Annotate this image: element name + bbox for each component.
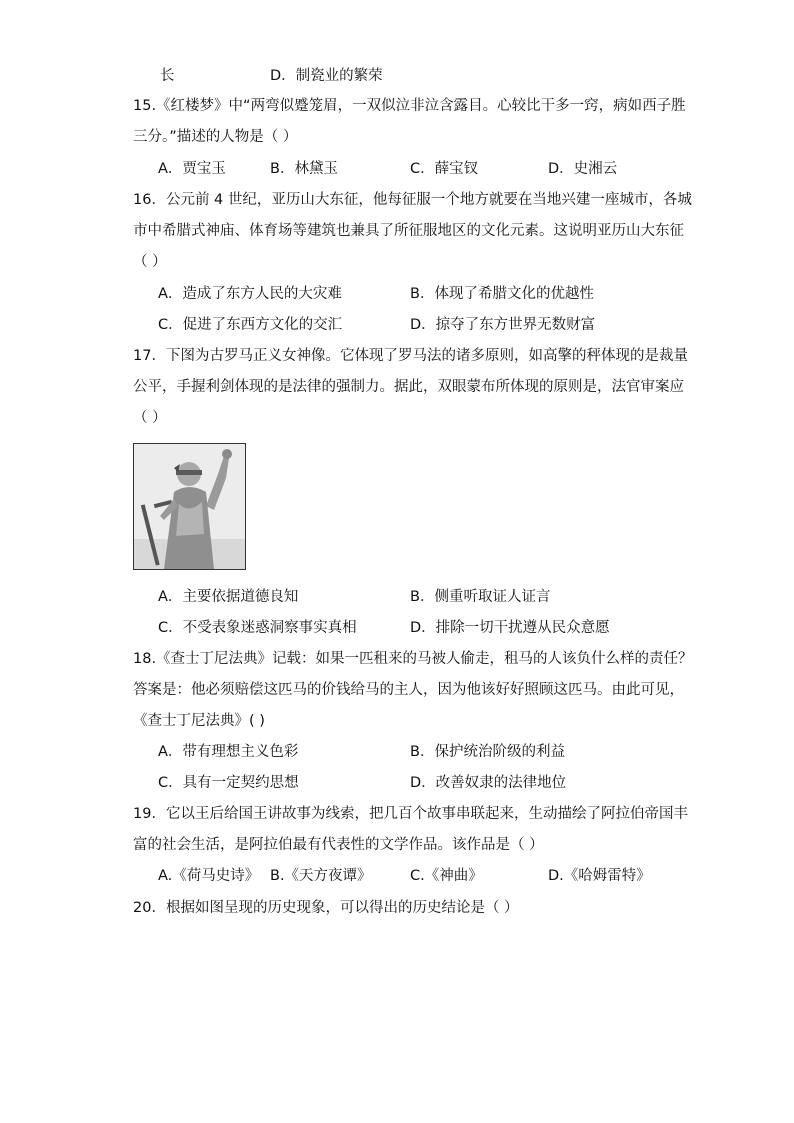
q19-option-b[interactable]: B.《天方夜谭》 <box>270 868 372 884</box>
prev-option-c-tail: 长 <box>160 68 175 84</box>
q18-option-d[interactable]: D．改善奴隶的法律地位 <box>410 775 567 791</box>
q15-stem-line1: 15.《红楼梦》中“两弯似蹙笼眉，一双似泣非泣含露目。心较比干多一窍，病如西子胜 <box>133 98 686 114</box>
q20-stem-line1: 20．根据如图呈现的历史现象，可以得出的历史结论是（ ） <box>133 900 519 916</box>
q17-option-c[interactable]: C．不受表象迷惑洞察事实真相 <box>158 620 357 636</box>
q17-option-d[interactable]: D．排除一切干扰遵从民众意愿 <box>410 620 610 636</box>
q17-stem-line3: （ ） <box>133 410 167 426</box>
q15-option-c[interactable]: C．薛宝钗 <box>410 161 479 177</box>
q16-stem-line1: 16．公元前 4 世纪，亚历山大东征，他每征服一个地方就要在当地兴建一座城市，各城 <box>133 192 692 208</box>
q19-stem-line1: 19．它以王后给国王讲故事为线索，把几百个故事串联起来，生动描绘了阿拉伯帝国丰 <box>133 806 688 822</box>
q17-option-b[interactable]: B．侧重听取证人证言 <box>410 589 551 605</box>
q18-stem-line3: 《查士丁尼法典》( ) <box>133 713 265 729</box>
justice-statue-image <box>133 443 246 570</box>
q15-option-b[interactable]: B．林黛玉 <box>270 161 338 177</box>
q19-option-d[interactable]: D.《哈姆雷特》 <box>548 868 651 884</box>
q16-option-d[interactable]: D．掠夺了东方世界无数财富 <box>410 317 596 333</box>
q16-option-a[interactable]: A．造成了东方人民的大灾难 <box>158 286 342 302</box>
q18-option-c[interactable]: C．具有一定契约思想 <box>158 775 299 791</box>
q16-stem-line3: （ ） <box>133 254 167 270</box>
q16-option-b[interactable]: B．体现了希腊文化的优越性 <box>410 286 594 302</box>
q19-option-a[interactable]: A.《荷马史诗》 <box>158 868 260 884</box>
q18-option-b[interactable]: B．保护统治阶级的利益 <box>410 744 565 760</box>
q19-option-c[interactable]: C.《神曲》 <box>410 868 483 884</box>
prev-option-d: D．制瓷业的繁荣 <box>270 68 383 84</box>
q15-option-d[interactable]: D．史湘云 <box>548 161 618 177</box>
q18-stem-line2: 答案是：他必须赔偿这匹马的价钱给马的主人，因为他该好好照顾这匹马。由此可见， <box>133 682 684 698</box>
q17-option-a[interactable]: A．主要依据道德良知 <box>158 589 299 605</box>
q16-stem-line2: 市中希腊式神庙、体育场等建筑也兼具了所征服地区的文化元素。这说明亚历山大东征 <box>133 223 684 239</box>
q16-option-c[interactable]: C．促进了东西方文化的交汇 <box>158 317 343 333</box>
q18-option-a[interactable]: A．带有理想主义色彩 <box>158 744 299 760</box>
justice-statue-illustration <box>134 444 245 569</box>
q17-stem-line2: 公平，手握利剑体现的是法律的强制力。据此，双眼蒙布所体现的原则是，法官审案应 <box>133 379 684 395</box>
q15-stem-line2: 三分。”描述的人物是（ ） <box>133 129 298 145</box>
q18-stem-line1: 18.《查士丁尼法典》记载：如果一匹租来的马被人偷走，租马的人该负什么样的责任？ <box>133 651 693 667</box>
q19-stem-line2: 富的社会生活，是阿拉伯最有代表性的文学作品。该作品是（ ） <box>133 837 544 853</box>
q15-option-a[interactable]: A．贾宝玉 <box>158 161 226 177</box>
q17-stem-line1: 17．下图为古罗马正义女神像。它体现了罗马法的诸多原则，如高擎的秤体现的是裁量 <box>133 348 688 364</box>
